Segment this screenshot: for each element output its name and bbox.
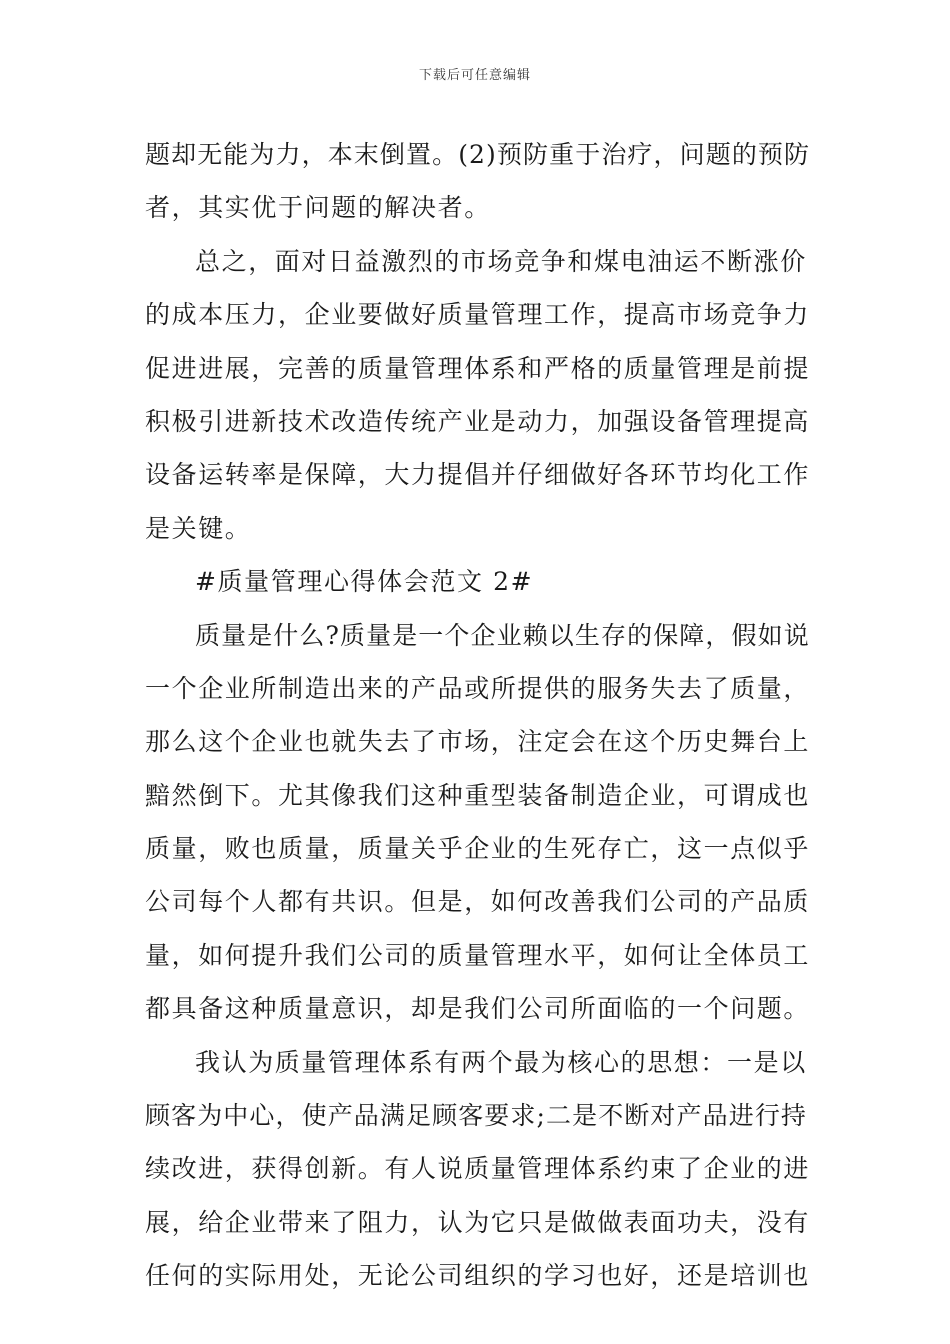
text-line: 质量，败也质量，质量关乎企业的生死存亡，这一点似乎 (145, 834, 811, 864)
text-line: 顾客为中心，使产品满足顾客要求;二是不断对产品进行持 (145, 1101, 808, 1131)
text-line: 黯然倒下。尤其像我们这种重型装备制造企业，可谓成也 (145, 780, 811, 810)
text-line: 题却无能为力，本末倒置。(2)预防重于治疗，问题的预防 (145, 140, 811, 169)
text-line: 是关键。 (145, 513, 252, 543)
document-body (145, 128, 810, 1303)
text-line: 者，其实优于问题的解决者。 (145, 193, 491, 223)
text-line: 设备运转率是保障，大力提倡并仔细做好各环节均化工作 (145, 460, 811, 490)
text-line: 续改进，获得创新。有人说质量管理体系约束了企业的进 (145, 1154, 811, 1184)
text-line: 总之，面对日益激烈的市场竞争和煤电油运不断涨价 (195, 246, 807, 276)
text-line: 任何的实际用处，无论公司组织的学习也好，还是培训也 (145, 1261, 811, 1291)
header-note: 下载后可任意编辑 (418, 68, 531, 83)
text-line: 量，如何提升我们公司的质量管理水平，如何让全体员工 (145, 940, 811, 970)
text-line: 的成本压力，企业要做好质量管理工作，提高市场竞争力 (145, 300, 811, 330)
text-line: 展，给企业带来了阻力，认为它只是做做表面功夫，没有 (145, 1207, 811, 1237)
text-line: 那么这个企业也就失去了市场，注定会在这个历史舞台上 (145, 727, 811, 757)
text-line: 积极引进新技术改造传统产业是动力，加强设备管理提高 (145, 406, 811, 436)
text-line: #质量管理心得体会范文 2# (195, 567, 534, 597)
text-line: 我认为质量管理体系有两个最为核心的思想：一是以 (195, 1047, 807, 1077)
text-line: 一个企业所制造出来的产品或所提供的服务失去了质量， (145, 673, 811, 703)
text-line: 都具备这种质量意识，却是我们公司所面临的一个问题。 (145, 994, 811, 1024)
text-line: 公司每个人都有共识。但是，如何改善我们公司的产品质 (145, 887, 811, 917)
text-line: 促进进展，完善的质量管理体系和严格的质量管理是前提 (145, 353, 811, 383)
text-line: 质量是什么?质量是一个企业赖以生存的保障，假如说 (195, 620, 810, 650)
